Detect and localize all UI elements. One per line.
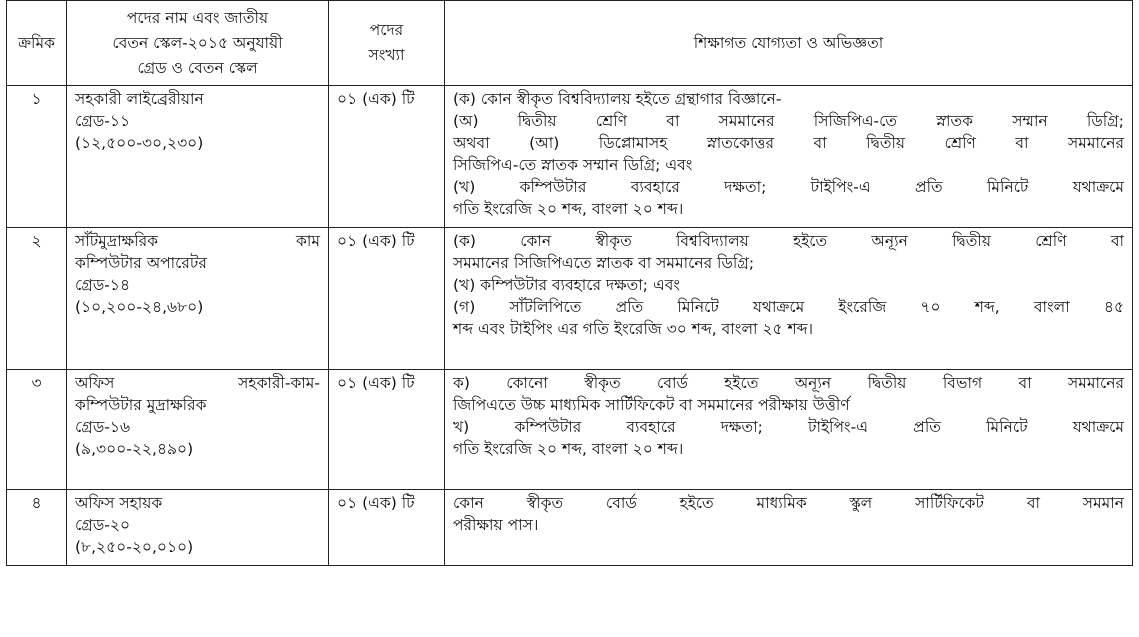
post-grade: গ্রেড-১৬: [75, 418, 131, 436]
header-post-line: পদের নাম এবং জাতীয়: [126, 8, 269, 27]
qualification-line: সমমানের সিজিপিএতে স্নাতক বা সমমানের ডিগ্রি;: [453, 254, 755, 272]
post-cell: [67, 490, 329, 566]
post-grade: গ্রেড-১১: [75, 112, 131, 130]
qualification-line: (খ) কম্পিউটার ব্যবহারে দক্ষতা; এবং: [453, 276, 681, 294]
qualification-line: (ক) কোন স্বীকৃত বিশ্ববিদ্যালয় হইতে অন্যূন দ্বিতীয় শ্রেণি বা: [453, 232, 1124, 250]
qualification-line: গতি ইংরেজি ২০ শব্দ, বাংলা ২০ শব্দ।: [453, 440, 684, 458]
recruitment-posts-table: [6, 0, 1133, 566]
qualification-line: গতি ইংরেজি ২০ শব্দ, বাংলা ২০ শব্দ।: [453, 200, 684, 218]
header-serial: ক্রমিক: [7, 1, 67, 86]
post-pay-scale: (৯,৩০০-২২,৪৯০): [75, 440, 194, 458]
header-post-name: [67, 1, 329, 86]
post-cell: [67, 86, 329, 228]
qualification-line: (অ) দ্বিতীয় শ্রেণি বা সমমানের সিজিপিএ-তে স্নাতক সম্মান ডিগ্রি;: [453, 112, 1124, 130]
post-title-continued: কম্পিউটার অপারেটর: [75, 254, 207, 272]
header-post-line: গ্রেড ও বেতন স্কেল: [137, 58, 258, 77]
post-pay-scale: (১০,২০০-২৪,৬৮০): [75, 298, 204, 316]
post-cell: [67, 228, 329, 370]
serial-cell: ১: [7, 86, 67, 228]
post-title: সাঁটমুদ্রাক্ষরিক কাম: [75, 232, 320, 250]
serial-cell: ২: [7, 228, 67, 370]
header-count-line: পদের: [369, 21, 404, 39]
qualification-line: (গ) সাঁটলিপিতে প্রতি মিনিটে যথাক্রমে ইংরেজি ৭০ শব্দ, বাংলা ৪৫: [453, 298, 1124, 316]
qualification-line: পরীক্ষায় পাস।: [453, 516, 539, 534]
qualification-cell: [445, 86, 1133, 228]
qualification-line: অথবা (আ) ডিপ্লোমাসহ স্নাতকোত্তর বা দ্বিতীয় শ্রেণি বা সমমানের: [453, 134, 1124, 152]
qualification-line: শব্দ এবং টাইপিং এর গতি ইংরেজি ৩০ শব্দ, বাংলা ২৫ শব্দ।: [453, 320, 814, 338]
qualification-line: কোন স্বীকৃত বোর্ড হইতে মাধ্যমিক স্কুল সার্টিফিকেট বা সমমান: [453, 494, 1124, 512]
post-count-cell: ০১ (এক) টি: [329, 228, 445, 370]
post-title: অফিস সহায়ক: [75, 494, 163, 512]
qualification-line: (খ) কম্পিউটার ব্যবহারে দক্ষতা; টাইপিং-এ প্রতি মিনিটে যথাক্রমে: [453, 178, 1124, 196]
serial-cell: ৩: [7, 370, 67, 490]
post-count-cell: ০১ (এক) টি: [329, 86, 445, 228]
table-row: [7, 86, 1133, 228]
post-title: সহকারী লাইব্রেরীয়ান: [75, 90, 204, 108]
post-grade: গ্রেড-২০: [75, 516, 131, 534]
post-pay-scale: (১২,৫০০-৩০,২৩০): [75, 134, 204, 152]
table-row: [7, 370, 1133, 490]
qualification-cell: [445, 228, 1133, 370]
qualification-line: খ) কম্পিউটার ব্যবহারে দক্ষতা; টাইপিং-এ প্রতি মিনিটে যথাক্রমে: [453, 418, 1124, 436]
post-title: অফিস সহকারী-কাম-: [75, 374, 320, 392]
qualification-cell: [445, 490, 1133, 566]
qualification-cell: [445, 370, 1133, 490]
table-row: [7, 490, 1133, 566]
qualification-line: (ক) কোন স্বীকৃত বিশ্ববিদ্যালয় হইতে গ্রন্থাগার বিজ্ঞানে-: [453, 90, 782, 108]
qualification-line: ক) কোনো স্বীকৃত বোর্ড হইতে অন্যূন দ্বিতীয় বিভাগ বা সমমানের: [453, 374, 1124, 392]
header-post-count: [329, 1, 445, 86]
post-pay-scale: (৮,২৫০-২০,০১০): [75, 538, 194, 556]
table-header-row: [7, 1, 1133, 86]
post-title-continued: কম্পিউটার মুদ্রাক্ষরিক: [75, 396, 207, 414]
header-count-line: সংখ্যা: [368, 46, 405, 64]
post-count-cell: ০১ (এক) টি: [329, 490, 445, 566]
post-count-cell: ০১ (এক) টি: [329, 370, 445, 490]
header-post-line: বেতন স্কেল-২০১৫ অনুযায়ী: [112, 33, 283, 52]
qualification-line: সিজিপিএ-তে স্নাতক সম্মান ডিগ্রি; এবং: [453, 156, 693, 174]
qualification-line: জিপিএতে উচ্চ মাধ্যমিক সার্টিফিকেট বা সমমানের পরীক্ষায় উত্তীর্ণ: [453, 396, 850, 414]
table-row: [7, 228, 1133, 370]
serial-cell: ৪: [7, 490, 67, 566]
post-cell: [67, 370, 329, 490]
header-qualification: শিক্ষাগত যোগ্যতা ও অভিজ্ঞতা: [445, 1, 1133, 86]
post-grade: গ্রেড-১৪: [75, 276, 131, 294]
